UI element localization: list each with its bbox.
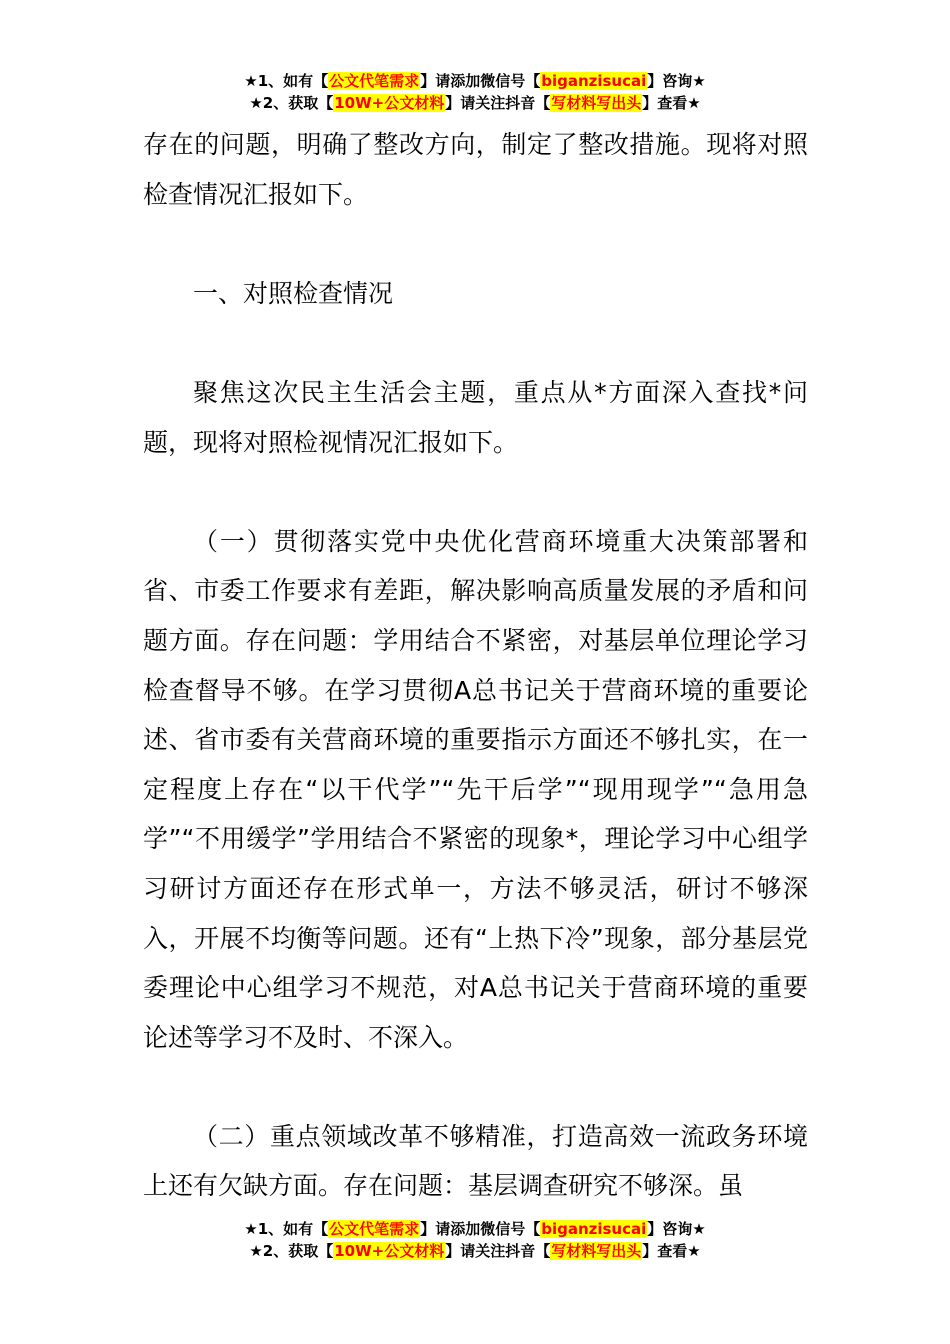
banner-highlight-douyin: 写材料写出头: [551, 94, 642, 112]
banner-highlight-materials: 10W+公文材料: [334, 94, 445, 112]
footer-highlight-service: 公文代笔需求: [329, 1220, 420, 1238]
subsection-2-paragraph: （二）重点领域改革不够精准，打造高效一流政务环境上还有欠缺方面。存在问题：基层调查研究不够深。虽: [143, 1121, 808, 1201]
section-heading: 一、对照检查情况: [193, 278, 394, 308]
subsection-1-paragraph: （一）贯彻落实党中央优化营商环境重大决策部署和省、市委工作要求有差距，解决影响高质量发展的矛盾和问题方面。存在问题：学用结合不紧密，对基层单位理论学习检查督导不够。在学习贯彻A总书记关于营商环境的重要论述、省市委有关营商环境的重要指示方面还不够扎实，在一定程度上存在“以干代学”“先干后学”“现用现学”“急用急学”“不用缓学”学用结合不紧密的现象*，理论学习中心组学习研讨方面还存在形式单一，方法不够灵活，研讨不够深入，开展不均衡等问题。还有“上热下冷”现象，部分基层党委理论中心组学习不规范，对A总书记关于营商环境的重要论述等学习不及时、不深入。: [143, 526, 808, 1052]
footer-line-2: ★2、获取【10W+公文材料】请关注抖音【写材料写出头】查看★: [249, 1242, 701, 1260]
footer-highlight-materials: 10W+公文材料: [334, 1242, 445, 1260]
footer-line-1: ★1、如有【公文代笔需求】请添加微信号【biganzisucai】咨询★: [244, 1220, 706, 1238]
document-body: [143, 120, 808, 1211]
banner-highlight-wechat-id: biganzisucai: [541, 72, 647, 90]
footer-highlight-douyin: 写材料写出头: [551, 1242, 642, 1260]
banner-line-2: ★2、获取【10W+公文材料】请关注抖音【写材料写出头】查看★: [249, 94, 701, 112]
footer-highlight-wechat-id: biganzisucai: [541, 1220, 647, 1238]
footer-banner: [0, 1218, 950, 1262]
intro-paragraph: 聚焦这次民主生活会主题，重点从*方面深入查找*问题，现将对照检视情况汇报如下。: [143, 377, 808, 457]
banner-line-1: ★1、如有【公文代笔需求】请添加微信号【biganzisucai】咨询★: [244, 72, 706, 90]
banner-highlight-service: 公文代笔需求: [329, 72, 420, 90]
header-banner: [0, 70, 950, 114]
continuation-paragraph: 存在的问题，明确了整改方向，制定了整改措施。现将对照检查情况汇报如下。: [143, 130, 808, 209]
